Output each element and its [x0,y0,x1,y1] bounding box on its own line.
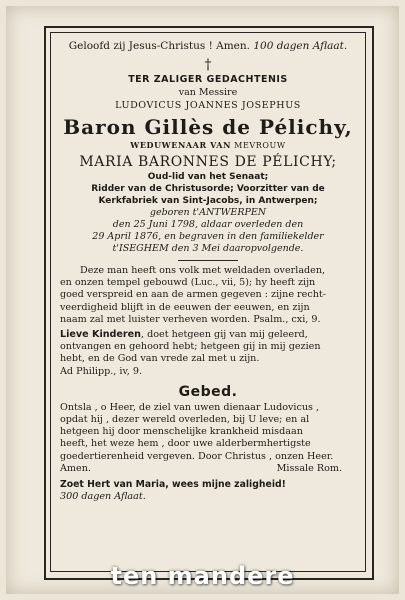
para2-line-2: ontvangen en gehoord hebt; hetgeen gij in mij gezien [60,341,321,353]
life-line-3: 29 April 1876, en begraven in den familiekelder [92,231,324,242]
para1-line-1: Deze man heeft ons volk met weldaden overladen, [80,265,326,276]
closing-indulgence: 300 dagen Aflaat. [60,491,146,503]
title-line-2: Ridder van de Christusorde; Voorzitter van de [91,184,325,194]
life-line-2: den 25 Juni 1798, aldaar overleden den [112,219,304,230]
para1-line-5: naam zal met luister verheven worden. Psalm., cxi, 9. [60,313,321,325]
para2-line-3: hebt, en de God van vrede zal met u zijn. [60,353,260,365]
scripture-paragraph-2 [60,329,356,378]
header-line [60,40,356,52]
para2-line-1 [60,329,356,341]
spouse-name: MARIA BARONNES DE PÉLICHY; [79,154,337,170]
header-text: Geloofd zij Jesus-Christus ! Amen. [68,40,250,52]
life-line-1: geboren t'ANTWERPEN [149,207,267,218]
para2-lead: Lieve Kinderen [60,329,142,341]
prayer-line-5: goedertierenheid vergeven. Door Christus , onzen Heer. [60,450,334,462]
life-line-4: t'ISEGHEM den 3 Mei daaropvolgende. [112,243,304,254]
widower-line [60,140,356,150]
para1-line-3: goed verspreid en aan de armen gegeven : zijne recht- [60,289,326,301]
divider [178,260,238,261]
prayer-title: Gebed. [178,383,238,400]
para2-line-1-text: , doet hetgeen gij van mij geleerd, [141,329,308,341]
card-content [60,38,356,503]
title-line-3: Kerkfabriek van Sint-Jacobs, in Antwerpen; [98,196,318,206]
header-indulgence: 100 dagen Aflaat. [253,40,348,52]
widower-label: WEDUWENAAR VAN [130,140,232,150]
prayer-paragraph [60,402,356,475]
cross-icon: † [204,57,212,73]
prayer-reference: Missale Rom. [276,462,342,474]
memorial-heading: TER ZALIGER GEDACHTENIS [128,74,288,85]
para1-line-2: en onzen tempel gebouwd (Luc., vii, 5); hy heeft zijn [60,277,316,289]
prayer-line-1: Ontsla , o Heer, de ziel van uwen dienaar Ludovicus , [60,401,320,413]
prayer-amen: Amen. [60,462,91,474]
prayer-line-3: hetgeen hij door menschelijke krankheid misdaan [60,426,303,438]
para1-line-4: veerdigheid blijft in de eeuwen der eeuwen, en zijn [60,301,310,313]
given-names: LUDOVICUS JOANNES JOSEPHUS [115,100,301,111]
watermark: ten mandere [110,562,295,590]
closing-block [60,479,356,503]
para2-reference: Ad Philipp., iv, 9. [60,365,142,377]
deceased-name: Baron Gillès de Pélichy, [63,115,353,139]
prayer-amen-line [60,463,356,475]
scripture-paragraph-1 [60,265,356,326]
widower-van: MEVROUW [234,141,286,150]
prayer-line-2: opdat hij , dezer wereld overleden, bij U leve; en al [60,414,310,426]
title-line-1: Oud-lid van het Senaat; [147,172,269,182]
van-messire: van Messire [178,87,238,98]
prayer-line-4: heeft, het weze hem , door uwe alderbermhertigste [60,438,311,450]
closing-invocation: Zoet Hert van Maria, wees mijne zaligheid! [60,479,286,491]
